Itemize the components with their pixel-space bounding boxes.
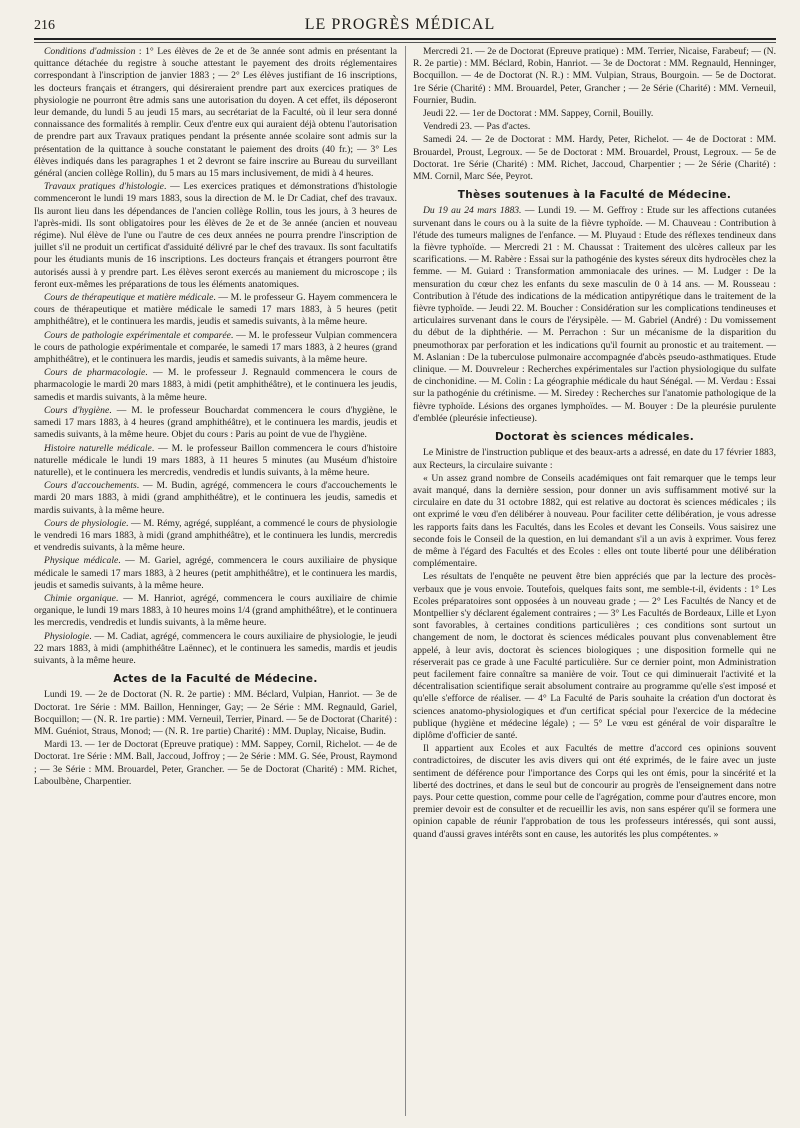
paragraph [34,330,397,367]
paragraph [34,689,397,738]
paragraph-text: Samedi 24. — 2e de Doctorat : MM. Hardy, Peter, Richelot. — 4e de Doctorat : MM. Brouardel, Proust, Legroux. — 5e de Doctorat : MM. Brouardel, Proust, Legroux. — 5e de Doctorat. 1re Série (Charité) : MM. Richet, Jaccoud, Charpentier ; — 2e Série (Charité) : MM. Cornil, Marc Sée, Peyrot. [413,134,776,183]
paragraph [34,593,397,630]
paragraph [413,205,776,425]
paragraph [34,405,397,442]
paragraph [34,443,397,480]
paragraph-text: . — Les exercices pratiques et démonstrations d'histologie commenceront le lundi 19 mars 1883, sous la direction de M. le Dr Cadiat, chef des travaux. Ils auront lieu dans les dépendances de l'ancien collège Rollin, tous les jours, à 3 heures de l'après-midi. Ils sont obligatoires pour les élèves de 2e et de 3e année (ancien et nouveau régime). Nul élève de l'une ou l'autre de ces deux années ne pourra prendre l'inscription de juillet s'il ne produit un certificat d'assiduité délivré par le chef des travaux. Ils sont facultatifs pour les étudiants munis de 16 inscriptions. Les docteurs français et étrangers pourront être autorisés aussi à y prendre part. Les élèves seront exercés au maniement du microscope ; ils feront eux-mêmes les préparations de tous les éléments anatomiques. [34,181,397,290]
paragraph [34,181,397,291]
paragraph-text: Lundi 19. — 2e de Doctorat (N. R. 2e partie) : MM. Béclard, Vulpian, Hanriot. — 3e de Doctorat. 1re Série : MM. Baillon, Henninger, Gay; — 2e Série : MM. Regnauld, Gariel, Bocquillon; — (N. R. 1re partie) : MM. Verneuil, Terrier, Pinard. — 5e de Doctorat (Charité) : MM. Guéniot, Straus, Monod; — (N. R. 1re partie) Charité) : MM. Duplay, Nicaise, Budin. [34,689,397,737]
paragraph [34,739,397,788]
paragraph [413,108,776,120]
section-heading: Doctorat ès sciences médicales. [494,431,695,444]
column-divider [405,46,406,1116]
left-column [34,46,397,789]
paragraph [413,473,776,571]
paragraph-lead: Cours d'accouchements [44,480,137,492]
paragraph-text: . — M. le professeur Vulpian commencera le cours de pathologie expérimentale et comparée, le samedi 17 mars 1883, à 2 heures (grand amphithéâtre), et le continuera les mardis, jeudis et samedis suivants, à la même heure. [34,329,397,366]
paragraph-text: Les résultats de l'enquête ne peuvent être bien appréciés que par la lecture des procès-verbaux que je vous envoie. Toutefois, quelques faits sont, me semble-t-il, évidents : 1° Les Ecoles préparatoires sont opposées à un nouveau grade ; — 2° Les Facultés de Nancy et de Montpellier s'y déclarent également contraires ; — 3° Les Facultés de Bordeaux, Lille et Lyon sont favorables, à certaines conditions particulières ; ces conditions sont surtout un changement de nom, le doctorat ès sciences médicales pouvant plus convenablement être appelé, à leur avis, doctorat ès sciences biologiques ; une disposition formelle qui ne réserverait pas ce grade à une Faculté particulière. Sur ce dernier point, mon Administration peut facilement faire connaître sa manière de voir. Tout ce qui diminuerait l'activité et la décentralisation scientifique serait absolument contraire au programme qu'elle s'est imposé et qu'elle s'efforce de réaliser. — 4° La Faculté de Paris souhaite la création d'un doctorat ès sciences anatomo-physiologiques et d'un certificat spécial pour l'exercice de la médecine publique (hygiène et médecine légale) ; — 5° Le vœu est général de voir disparaître le diplôme d'officier de santé. [413,571,776,741]
paragraph-text: . — M. Gariel, agrégé, commencera le cours auxiliaire de physique médicale le samedi 17 mars 1883, à 2 heures (petit amphithéâtre), et le continuera les mardis, jeudis et samedis suivants, à la même heure. [34,555,397,591]
paragraph [34,555,397,592]
paragraph-text: . — M. Rémy, agrégé, suppléant, a commencé le cours de physiologie le vendredi 16 mars 1883, à midi (grand amphithéâtre), et le continuera les lundis, mercredis et vendredis suivants, à la même heure. [34,517,398,554]
paragraph-lead: Physiologie [44,630,90,642]
section-heading: Thèses soutenues à la Faculté de Médecine. [457,189,732,202]
section-heading: Actes de la Faculté de Médecine. [113,673,318,686]
paragraph [413,134,776,183]
paragraph-text: « Un assez grand nombre de Conseils académiques ont fait remarquer que le temps leur avait manqué, dans la dernière session, pour donner un avis suffisamment motivé sur la circulaire en date du 31 octobre 1882, qui est relative au doctorat ès sciences médicales ; ils ont exprimé le vœu d'en délibérer à nouveau. Pour faciliter cette délibération, je vous adresse les rapports faits dans les Facultés, dans les Ecoles et devant les Conseils. Vous saisirez une seconde fois le Conseil de la question, en lui demandant s'il a un avis à exprimer. Vous ferez de même à l'égard des Facultés et des Ecoles : elles ont toute liberté pour une délibération complémentaire. [413,472,776,570]
paragraph-text: . — M. Hanriot, agrégé, commencera le cours auxiliaire de chimie organique, le lundi 19 mars 1883, à 10 heures moins 1/4 (grand amphithéâtre), et le continuera les mercredis, vendredis et lundis suivants, à la même heure. [34,592,397,629]
paragraph [34,367,397,404]
header-rule [34,38,776,43]
paragraph-text: Mercredi 21. — 2e de Doctorat (Epreuve pratique) : MM. Terrier, Nicaise, Farabeuf; — (N. R. 2e partie) : MM. Béclard, Robin, Hanriot. — 3e de Doctorat : MM. Regnauld, Henninger, Bocquillon. — 4e de Doctorat (N. R.) : MM. Vulpian, Straus, Bourgoin. — 5e de Doctorat. 1re Série (Charité) : MM. Brouardel, Peter, Grancher ; — 2e Série (Charité) : MM. Verneuil, Fournier, Budin. [413,46,776,106]
paragraph-text: . — M. le professeur Baillon commencera le cours d'histoire naturelle médicale le lundi 19 mars 1883, à 11 heures 5 minutes (au Muséum d'histoire naturelle), et le continuera les mercredis, vendredis et lundis suivants, à la même heure. [34,442,397,478]
paragraph [34,46,397,180]
paragraph [34,631,397,668]
paragraph [34,292,397,329]
paragraph-lead: Cours d'hygiène [44,404,110,416]
page-number: 216 [34,18,55,33]
paragraph [413,46,776,107]
paragraph-text: . — M. le professeur Bouchardat commencera le cours d'hygiène, le samedi 17 mars 1883, à 4 heures (grand amphithéâtre), et le continuera les mardis, jeudis et samedis suivants, à la même heure. Objet du cours : Paris au point de vue de l'hygiène. [34,404,397,441]
paragraph [413,447,776,471]
paragraph-text: Vendredi 23. — Pas d'actes. [423,121,531,133]
right-column [413,46,776,842]
paragraph [34,480,397,517]
paragraph-text: Il appartient aux Ecoles et aux Facultés de mettre d'accord ces opinions souvent contradictoires, de discuter les avis divers qui ont été exprimés, de le faire avec un juste sentiment de déférence pour l'importance des Corps qui les ont émis, pour la sincérité et la liberté des doctrines, et dans le seul but de concourir au progrès de l'enseignement dans notre pays. Pour cette question, comme pour celle de l'agrégation, comme pour d'autres encore, mon premier devoir est de consulter et de recueillir les avis, non sans espérer qu'il se formera une opinion capable de réunir l'approbation de tous les professeurs intéressés, qui sont aussi, quand d'aussi graves intérêts sont en cause, les autorités les plus compétentes. » [413,743,776,840]
paragraph-lead: Cours de pharmacologie [44,367,146,379]
paragraph-text: . — M. le professeur G. Hayem commencera le cours de thérapeutique et matière médicale le samedi 17 mars 1883, à 5 heures (petit amphithéâtre), et le continuera les mardis, jeudis et samedis suivants, à la même heure. [34,292,398,328]
text-columns [34,46,776,1116]
running-title: LE PROGRÈS MÉDICAL [304,16,496,33]
paragraph-text: Jeudi 22. — 1er de Doctorat : MM. Sappey, Cornil, Bouilly. [423,108,654,120]
paragraph [34,518,397,555]
paragraph-text: — Lundi 19. — M. Geffroy : Etude sur les affections cutanées survenant dans le cours ou à la suite de la fièvre typhoïde. — M. Chauveau : Contribution à l'étude des tumeurs malignes de l'enfance. — M. Pluyaud : Etude des réflexes tendineux dans la fièvre typhoïde. — Mercredi 21 : M. Chaussat : Traitement des ulcères calleux par les scarifications. — M. Rabère : Essai sur la pathogénie des kystes séreux dits hydrocèles chez la femme. — M. Guiard : Transformation ammoniacale des urines. — M. Ludger : De la mensuration du cœur chez les enfants du sexe masculin de 0 à 14 ans. — M. Rousseau : Contribution à l'étude des indications de la médication antipyrétique dans le traitement de la fièvre typhoïde. — Jeudi 22. M. Boucher : Considération sur les complications tendineuses et articulaires survenant dans le cours de l'érysipèle. — M. Gabriel (André) : Du vomissement du début de la diphthérie. — M. Perrachon : Sur un mécanisme de la disparition du pneumothorax par perforation et les indications qu'il fournit au pronostic et au traitement. — M. Aslanian : De la tuberculose pulmonaire accompagnée d'abcès pseudo-asthmatiques. Etude clinique. — M. Douvreleur : Recherches expérimentales sur l'action physiologique du sulfate de cinchonidine. — M. Colin : La géographie médicale du haut Sénégal. — M. Verdau : Essai sur la pathogénie du crétinisme. — M. Siredey : Recherches sur l'anatomie pathologique de la fièvre typhoïde. Lésions des organes lymphoïdes. — M. Bouyer : De la pleurésie purulente d'emblée (pleurésie infectieuse). [413,205,776,424]
paragraph-lead: Du 19 au 24 mars 1883. [423,205,522,217]
paragraph-lead: Cours de pathologie expérimentale et comparée [44,329,231,341]
paragraph-lead: Travaux pratiques d'histologie [44,181,164,193]
paragraph-text: . — M. le professeur J. Regnauld commencera le cours de pharmacologie le mardi 20 mars 1883, à midi (petit amphithéâtre), et le continuera les jeudis, samedis et mardis suivants, à la même heure. [34,367,397,403]
paragraph-text: Mardi 13. — 1er de Doctorat (Epreuve pratique) : MM. Sappey, Cornil, Richelot. — 4e de Doctorat. 1re Série : MM. Ball, Jaccoud, Joffroy ; — 2e Série : MM. G. Sée, Proust, Raymond ; — 3e Série : MM. Brouardel, Peter, Grancher. — 5e de Doctorat (Charité) : MM. Richet, Laboulbène, Charpentier. [34,739,397,787]
paragraph-text: Le Ministre de l'instruction publique et des beaux-arts a adressé, en date du 17 février 1883, aux Recteurs, la circulaire suivante : [413,447,776,471]
paragraph-lead: Cours de thérapeutique et matière médicale [44,292,214,304]
paragraph-lead: Histoire naturelle médicale [44,442,152,454]
paragraph [413,743,776,841]
paragraph-lead: Conditions d'admission [44,46,136,57]
paragraph-text: : 1° Les élèves de 2e et de 3e année sont admis en présentant la quittance détachée du registre à souche attestant le payement des droits réglementaires correspondant à l'inscription de janvier 1883 ; — 2° Les élèves justifiant de 16 inscriptions, les docteurs français et étrangers, qui désireraient prendre part aux exercices pratiques de physiologie ne pourront être admis sans une autorisation du doyen. A cet effet, ils déposeront leur demande, du lundi 5 au jeudi 15 mars, au secrétariat de la Faculté, où il leur sera donné connaissance des formalités à remplir. Ceux d'entre eux qui auraient déjà obtenu l'autorisation de prendre part aux Travaux pratiques pendant la présente année scolaire sont admis sur la présentation de la quittance à souche constatant le paiement des droits (40 fr.); — 3° Les élèves indiqués dans les paragraphes 1 et 2 devront se faire inscrire au Bureau du surveillant général (ancien collège Rollin), du 5 mars au 15 mars inclusivement, de midi à 4 heures. [34,46,397,180]
paragraph-lead: Cours de physiologie [44,517,127,529]
paragraph [413,571,776,742]
paragraph-lead: Chimie organique [44,592,116,604]
paragraph-text: . — M. Budin, agrégé, commencera le cours d'accouchements le mardi 20 mars 1883, à midi (grand amphithéâtre), et le continuera les jeudis, samedis et mardis suivants, à la même heure. [34,480,398,516]
paragraph-lead: Physique médicale [44,555,119,567]
paragraph-text: . — M. Cadiat, agrégé, commencera le cours auxiliaire de physiologie, le jeudi 22 mars 1883, à midi (amphithéâtre Laënnec), et le continuera les samedis, mardis et jeudis suivants, à la même heure. [34,630,397,666]
paragraph [413,121,776,133]
